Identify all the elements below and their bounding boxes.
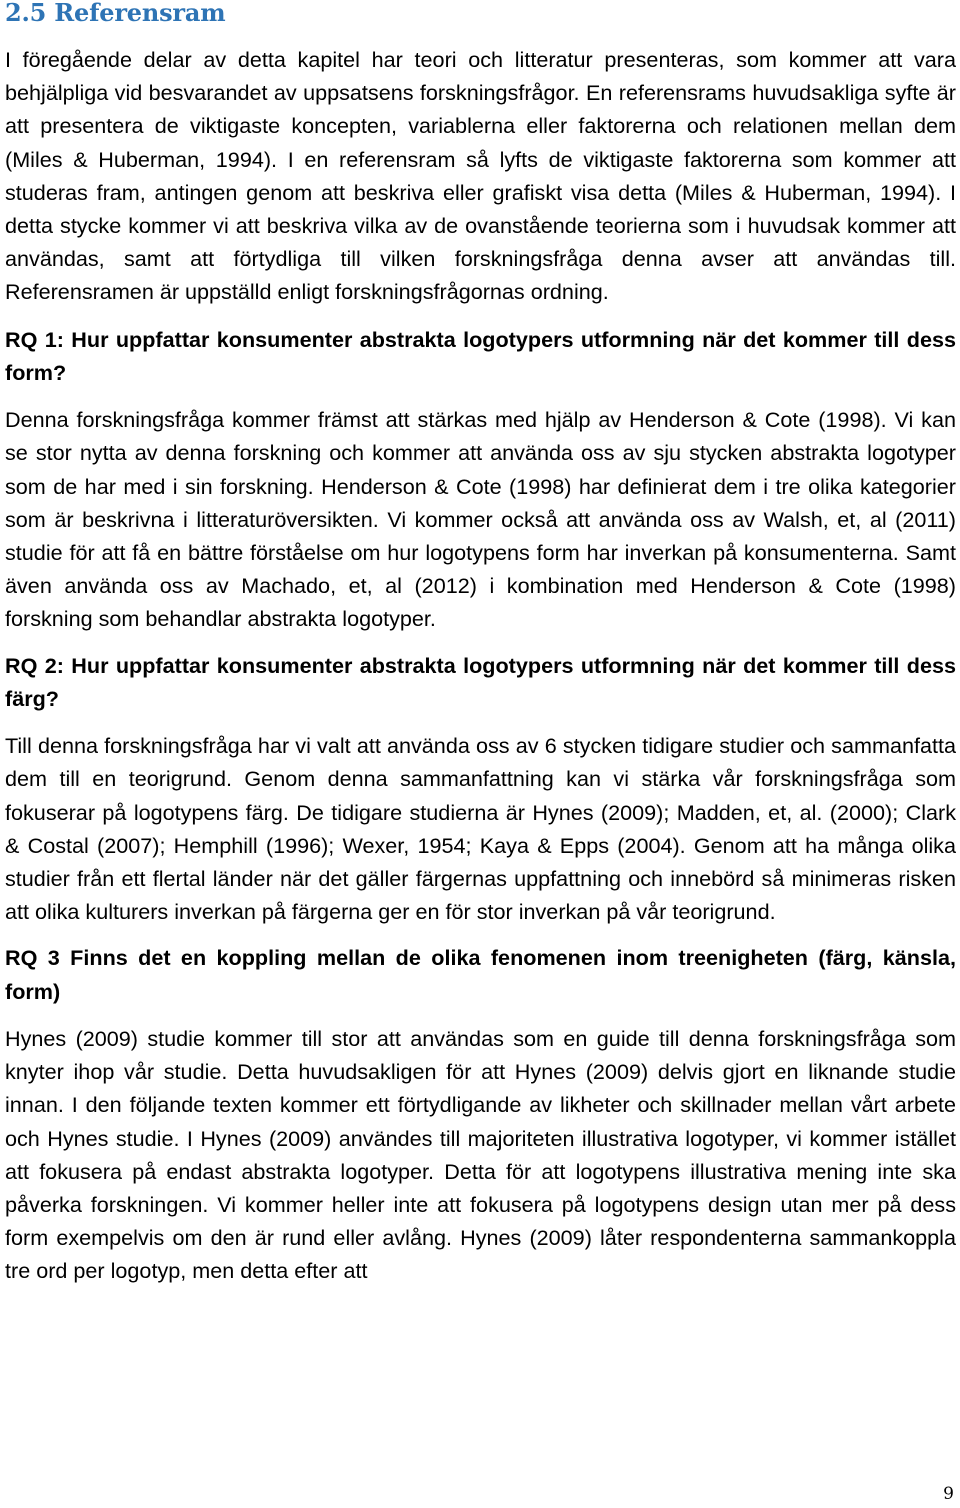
- rq1-paragraph: Denna forskningsfråga kommer främst att stärkas med hjälp av Henderson & Cote (1998). Vi kan se stor nytta av denna forskning och kommer att använda oss av sju stycken abstrakta logotyper som de har med i sin forskning. Henderson & Cote (1998) har definierat dem i tre olika kategorier som är beskrivna i litteraturöversikten. Vi kommer också att använda oss av Walsh, et, al (2011) studie för att få en bättre förståelse om hur logotypens form har inverkan på konsumenterna. Samt även använda oss av Machado, et, al (2012) i kombination med Henderson & Cote (1998) forskning som behandlar abstrakta logotyper.: [5, 407, 956, 632]
- rq1-heading: RQ 1: Hur uppfattar konsumenter abstrakta logotypers utformning när det kommer till dess form?: [5, 326, 956, 386]
- section-heading: 2.5 Referensram: [5, 0, 226, 27]
- intro-paragraph: I föregående delar av detta kapitel har teori och litteratur presenteras, som kommer att vara behjälpliga vid besvarandet av uppsatsens forskningsfrågor. En referensrams huvudsakliga syfte är att presentera de viktigaste koncepten, variablerna eller faktorerna och relationen mellan dem (Miles & Huberman, 1994). I en referensram så lyfts de viktigaste faktorerna som kommer att studeras fram, antingen genom att beskriva eller grafiskt visa detta (Miles & Huberman, 1994). I detta stycke kommer vi att beskriva vilka av de ovanstående teorierna som i huvudsak kommer att användas, samt att förtydliga till vilken forskningsfråga denna avser att användas till. Referensramen är uppställd enligt forskningsfrågornas ordning.: [5, 47, 956, 305]
- rq3-paragraph: Hynes (2009) studie kommer till stor att användas som en guide till denna forskningsfråga som knyter ihop vår studie. Detta huvudsakligen för att Hynes (2009) delvis gjort en liknande studie innan. I den följande texten kommer ett förtydligande av likheter och skillnader mellan vårt arbete och Hynes studie. I Hynes (2009) användes till majoriteten illustrativa logotyper, vi kommer istället att fokusera på endast abstrakta logotyper. Detta för att logotypens illustrativa mening inte ska påverka forskningen. Vi kommer heller inte att fokusera på logotypens design utan mer på dess form exempelvis om den är rund eller avlång. Hynes (2009) låter respondenterna sammankoppla tre ord per logotyp, men detta efter att: [5, 1026, 956, 1284]
- rq3-heading: RQ 3 Finns det en koppling mellan de olika fenomenen inom treenigheten (färg, känsla, form): [5, 945, 956, 1005]
- page-number: 9: [943, 1484, 954, 1504]
- rq2-heading: RQ 2: Hur uppfattar konsumenter abstrakta logotypers utformning när det kommer till dess färg?: [5, 652, 956, 712]
- rq2-paragraph: Till denna forskningsfråga har vi valt att använda oss av 6 stycken tidigare studier och sammanfatta dem till en teorigrund. Genom denna sammanfattning kan vi stärka vår forskningsfråga som fokuserar på logotypens färg. De tidigare studierna är Hynes (2009); Madden, et, al. (2000); Clark & Costal (2007); Hemphill (1996); Wexer, 1954; Kaya & Epps (2004). Genom att ha många olika studier från ett flertal länder när det gäller färgernas uppfattning och innebörd så minimeras risken att olika kulturers inverkan på färgerna ger en för stor inverkan på vår teorigrund.: [5, 733, 956, 925]
- document-page: [5, 0, 956, 1288]
